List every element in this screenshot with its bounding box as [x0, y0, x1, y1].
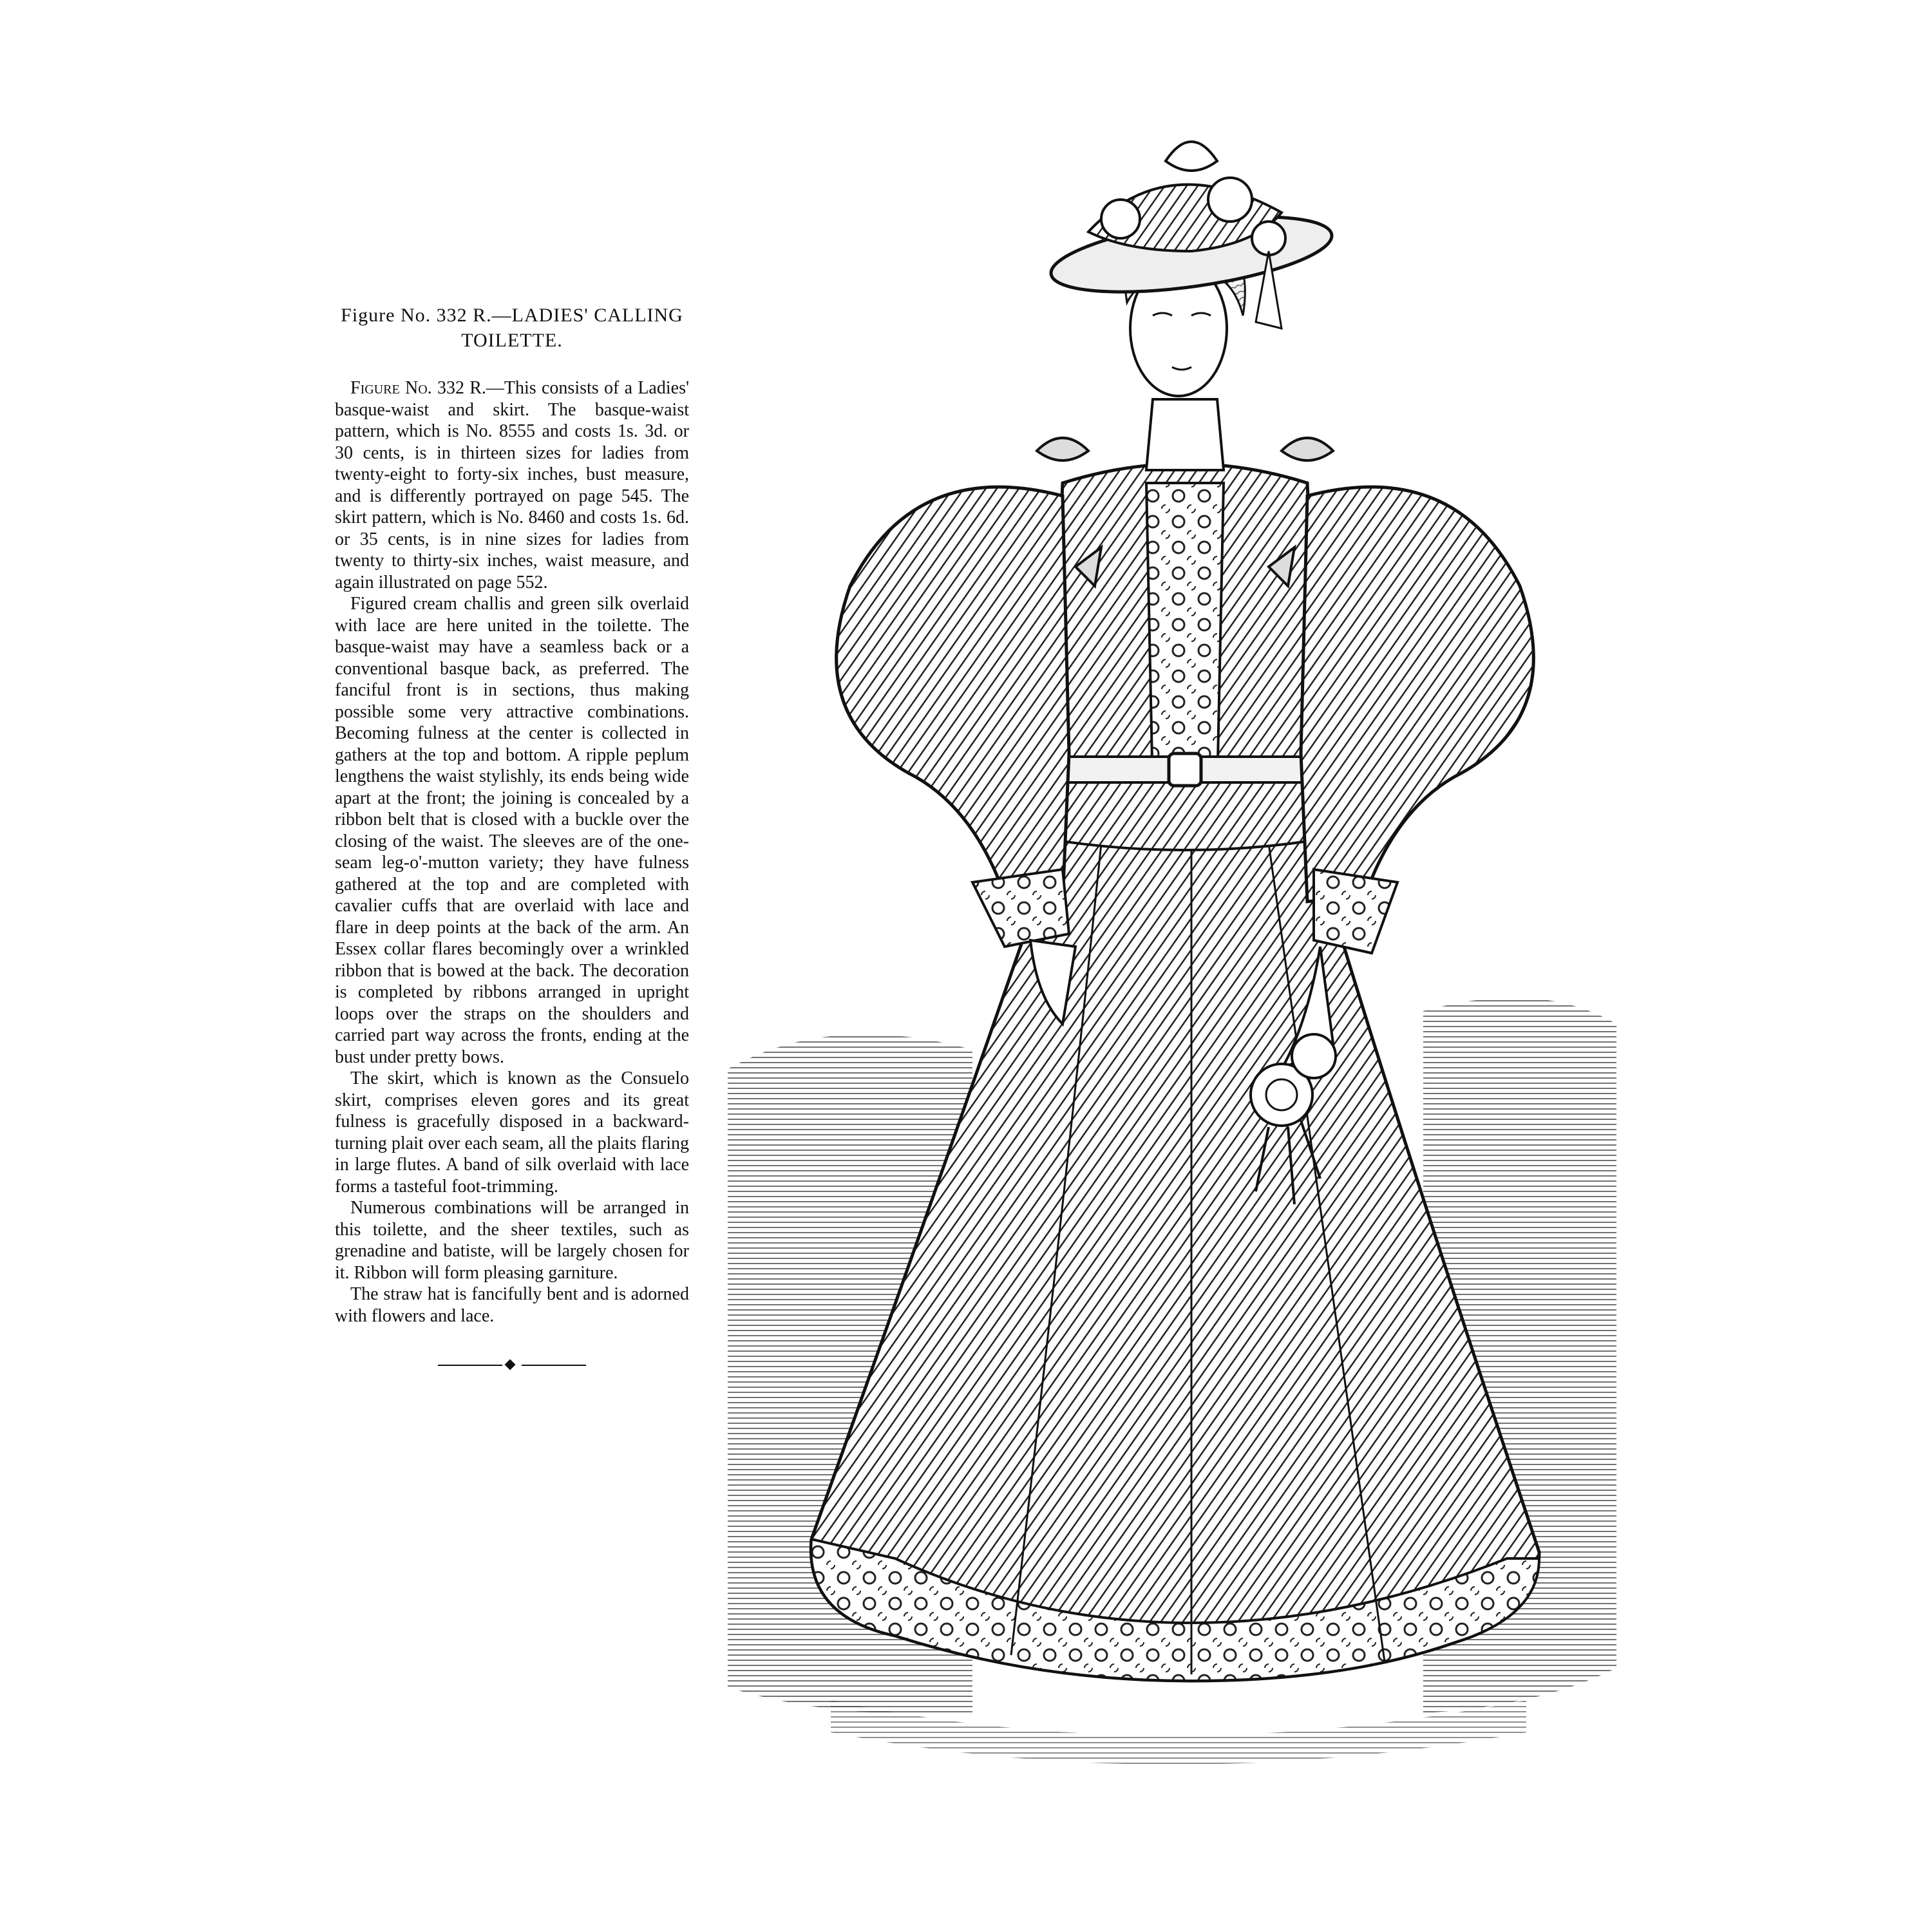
paragraph-2-text: Figured cream challis and green silk overlaid with lace are here united in the toilette. The basque-waist may have a seamless back or a conventional basque back, as preferred. The fanciful front is in sections, thus making possible some very attractive combinations. Becoming fulness at the center is collected in gathers at the top and bottom. A ripple peplum lengthens the waist stylishly, its ends being wide apart at the front; the joining is concealed by a ribbon belt that is closed with a buckle over the closing of the waist. The sleeves are of the one-seam leg-o'-mutton variety; they have fulness gathered at the top and are completed with cavalier cuffs that are overlaid with lace and flare in deep points at the back of the arm. An Essex collar flares becomingly over a wrinkled ribbon that is bowed at the back. The decoration is completed by ribbons arranged in upright loops over the straps on the shoulders and carried part way across the fronts, ending at the bust under pretty bows. [335, 594, 689, 1067]
paragraph-3 [335, 1068, 689, 1197]
figure-heading-line2: TOILETTE. [461, 330, 563, 351]
figure-heading-line1: Figure No. 332 R.—LADIES' CALLING [341, 305, 683, 326]
divider-line-left [438, 1365, 502, 1366]
fashion-plate-illustration [702, 122, 1636, 1771]
paragraph-4-text: Numerous combinations will be arranged in this toilette, and the sheer textiles, such as grenadine and batiste, will be largely chosen for it. Ribbon will form pleasing garniture. [335, 1198, 689, 1283]
essex-collar [1146, 399, 1224, 470]
divider-line-right [522, 1365, 586, 1366]
paragraph-4 [335, 1197, 689, 1283]
woman-in-calling-toilette-figure [702, 122, 1636, 1771]
paragraph-5 [335, 1283, 689, 1327]
cuff-right [1314, 869, 1397, 953]
paragraph-3-text: The skirt, which is known as the Consuelo skirt, comprises eleven gores and its great fulness is gracefully disposed in a backward-turning plait over each seam, all the plaits flaring in large flutes. A band of silk overlaid with lace forms a tasteful foot-trimming. [335, 1068, 689, 1197]
article-text-column [335, 303, 689, 1372]
paragraph-1-lead: Figure No. 332 R. [350, 378, 486, 398]
paragraph-1-text: —This consists of a Ladies' basque-waist and skirt. The basque-waist pattern, which is No. 8555 and costs 1s. 3d. or 30 cents, is in thirteen sizes for ladies from twenty-eight to forty-six inches, bust measure, and is differently portrayed on page 545. The skirt pattern, which is No. 8460 and costs 1s. 6d. or 35 cents, is in nine sizes for ladies from twenty to thirty-six inches, waist measure, and again illustrated on page 552. [335, 378, 690, 592]
section-divider [438, 1359, 586, 1372]
figure-heading [335, 303, 689, 353]
cuff-left [972, 869, 1069, 947]
paragraph-2 [335, 593, 689, 1068]
belt-buckle-icon [1169, 753, 1201, 786]
basque-waist-bodice [1037, 464, 1333, 850]
paragraph-5-text: The straw hat is fancifully bent and is adorned with flowers and lace. [335, 1284, 689, 1326]
paragraph-1 [335, 377, 689, 593]
skirt [811, 824, 1539, 1681]
divider-diamond-icon [505, 1359, 516, 1370]
